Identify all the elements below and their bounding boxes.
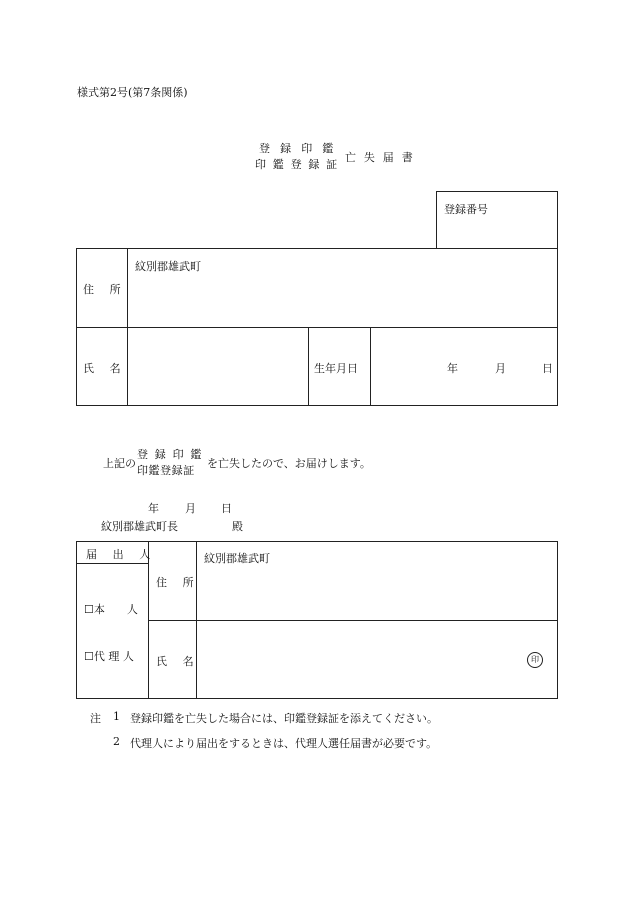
date-day-label: 日: [221, 502, 232, 515]
statement-option-bottom: 印鑑登録証: [137, 464, 195, 477]
addressee-office: 紋別郡雄武町長: [101, 520, 178, 533]
submitter-address-label: 住 所: [156, 576, 200, 589]
note-text: 登録印鑑を亡失した場合には、印鑑登録証を添えてください。: [130, 712, 438, 725]
submitter-header: 届 出 人: [86, 548, 157, 561]
form-number: 様式第2号(第7条関係): [77, 86, 188, 99]
title-bottom: 印 鑑 登 録 証: [255, 158, 339, 171]
submitter-name-field[interactable]: [197, 621, 537, 697]
applicant-table: [76, 248, 558, 406]
name-label: 氏 名: [83, 362, 127, 375]
date-year-label: 年: [148, 502, 159, 515]
notes-label: 注: [90, 712, 101, 725]
birth-month-label: 月: [495, 362, 506, 375]
submitter-table: [76, 541, 558, 699]
seal-stamp-icon: 印: [527, 652, 543, 668]
note-number: 2: [113, 735, 120, 748]
addressee-honorific: 殿: [232, 520, 243, 533]
title-top: 登 録 印 鑑: [259, 142, 337, 155]
birthdate-label: 生年月日: [314, 362, 358, 375]
proxy-checkbox[interactable]: ☐代 理 人: [84, 650, 134, 663]
submitter-address-field[interactable]: 紋別郡雄武町: [204, 552, 270, 565]
birth-year-label: 年: [447, 362, 458, 375]
address-field[interactable]: 紋別郡雄武町: [135, 260, 201, 273]
address-label: 住 所: [83, 283, 127, 296]
table-divider: [308, 327, 309, 405]
statement-suffix: を亡失したので、お届けします。: [207, 457, 371, 470]
table-divider: [370, 327, 371, 405]
statement-option-top: 登 録 印 鑑: [137, 448, 204, 461]
birth-day-label: 日: [542, 362, 553, 375]
name-field[interactable]: [128, 328, 307, 404]
registration-number-box[interactable]: [436, 191, 558, 249]
table-divider: [77, 563, 148, 564]
note-number: 1: [113, 710, 120, 723]
note-text: 代理人により届出をするときは、代理人選任届書が必要です。: [130, 737, 438, 750]
self-checkbox[interactable]: ☐本 人: [84, 603, 138, 616]
title-suffix: 亡 失 届 書: [345, 151, 415, 164]
date-month-label: 月: [185, 502, 196, 515]
registration-number-label: 登録番号: [444, 203, 488, 216]
submitter-name-label: 氏 名: [156, 655, 200, 668]
statement-prefix: 上記の: [103, 457, 136, 470]
